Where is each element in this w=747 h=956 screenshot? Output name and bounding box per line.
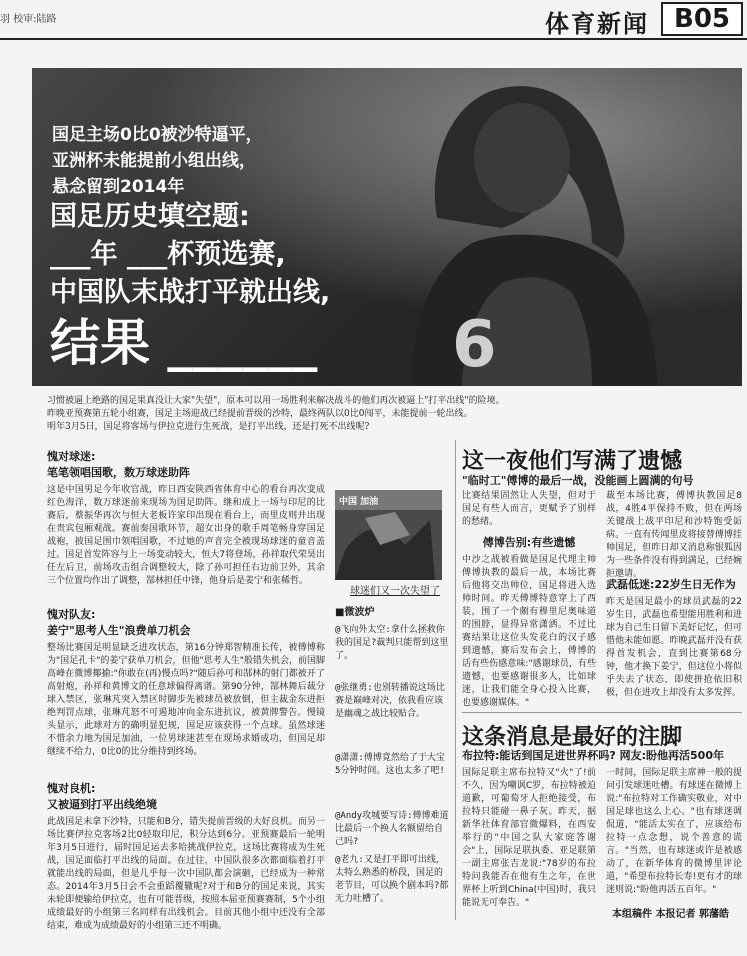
- story-column: [462, 490, 596, 708]
- hero-kicker-line: 悬念留到2014年: [52, 177, 185, 197]
- hero-headline-line: 国足历史填空题:: [50, 201, 250, 232]
- left-column: [47, 448, 325, 956]
- weibo-post: @Andy攻城要写诗:傅博难道比最后一个换人名额留给自己吗?: [335, 811, 449, 847]
- byline: 本组稿件 本报记者 郭藩皓: [612, 909, 729, 920]
- story-subheadline: 布拉特:能话到国足进世界杯吗? 网友:盼他再活500年: [462, 749, 724, 762]
- intro-line: 昨晚亚预赛第五轮小组赛，国足主场迎战已经提前晋级的沙特，最终两队以0比0闯平，未能提前一轮出线。: [47, 409, 473, 419]
- story-column: [606, 767, 742, 903]
- column-divider: [455, 440, 456, 920]
- story-body: 昨天是国足最小的球员武磊的22岁生日，武磊也希望能用胜利和进球为自己生日留下美好记忆，但可惜他未能如愿。昨晚武磊并没有获得首发机会，直到比赛第68分钟，他才换下姜宁，但这位小将似乎失去了状态，即使拼抢依旧积极，但在进攻上却没有太多发挥。: [606, 597, 742, 698]
- story-divider: [462, 712, 742, 713]
- hero-big-title: 结果 ______: [50, 314, 318, 372]
- header-rule: [0, 38, 747, 40]
- story-body: 国际足联主席布拉特又"火"了!前不久，因为嘲讽C罗，布拉特被迫道歉，可葡萄牙人拒绝接受，布拉特只能碰一鼻子灰。昨天，据新华社体育部官微爆料，在西安举行的"中国之队大家庭答谢会"上，国际足联执委、亚足联第一副主席张吉龙说:"78岁的布拉特问我能否在他有生之年，在世界杯上听到China(中国)时，我只能说无可奉告。": [462, 768, 596, 908]
- hero-headline-line: 中国队末战打平就出线,: [50, 277, 331, 308]
- section-body: 整场比赛国足明显缺乏进攻状态，第16分钟郑智精准长传，被傅博称为"国足孔卡"的姜宁获单刀机会，但他"思考人生"般错失机会，前国脚高峰在微博揶揄:"你敢在(再)慢点吗?"随后孙可和郜林的射门都被开了高射炮，孙祥和黄博文的任意球偏得离谱。第90分钟，郜林舞后裁分球入禁区，张琳芃突入禁区时脚步先被球员被放倒，但主裁金东进拒绝判罚点球，张琳芃怒不可遏地冲向金东进抗议，被黄牌警告。慢镜头显示，此球对方的确明显犯规，国足应该获得一个点球。虽然球迷不惜余力地为国足加油，一位男球迷甚至在现场求婚成功，但国足却继续不给力，0比0的比分维持到终场。: [47, 643, 325, 757]
- weibo-post: @张继勇:也别转播说这场比赛是巅峰对决，依我看应该是幽魂之战比较贴合。: [335, 683, 445, 719]
- story-subhead: 傅博告别:有些遗憾: [482, 536, 576, 549]
- photo-caption: 球迷们又一次失望了: [350, 586, 440, 597]
- story-column: [462, 767, 596, 917]
- weibo-title: ■微波炉: [335, 607, 375, 618]
- hero-headline: [50, 198, 330, 312]
- hero-headline-line: ___年 ___杯预选赛,: [50, 239, 286, 270]
- intro-line: 明年3月5日，国足将客场与伊拉克进行生死战，是打平出线，还是打死不出线呢?: [47, 422, 370, 432]
- story-column: [606, 490, 742, 706]
- weibo-post: @飞向外太空:拿什么拯救你我的国足?裁判只能帮到这里了。: [335, 625, 449, 661]
- section-title: 体育新闻: [545, 10, 649, 38]
- story-headline: 这条消息是最好的注脚: [462, 725, 683, 750]
- fans-photo: [335, 490, 442, 580]
- editor-credit: 羽 校审:陆路: [0, 14, 57, 25]
- story-lede: 比赛结果固然让人失望，但对于国足有些人而言，更赋予了别样的愁绪。: [462, 491, 596, 527]
- hero-kicker-line: 国足主场0比0被沙特逼平，: [52, 125, 263, 145]
- section-subheading: 姜宁"思考人生"浪费单刀机会: [47, 624, 191, 637]
- shirt-number: 6: [452, 308, 497, 382]
- weibo-post: @潇潇:傅博竟然给了于大宝5分钟时间。这也太多了吧!: [335, 753, 445, 776]
- hero-photo: [32, 68, 742, 386]
- weibo-post: @老九:又是打平即可出线，太特么熟悉的桥段，国足的老节目，可以换个剧本吗?都无力吐槽了。: [335, 855, 449, 904]
- story-body: 一时间，国际足联主席神一般的提问引发球迷吐槽。有球迷在微博上说:"布拉特对工作确实敬业，对中国足球也这么上心。"也有球迷调侃道，"能活太实在了，应该给布拉特一点念想，说个善意的谎言。"当然，也有球迷或许是被感动了，在新华体育的微博里评论道，"希望布拉特长寿!更有才的球迷则说:"盼他再活五百年。": [606, 768, 742, 895]
- section-heading: 愧对良机:: [47, 782, 96, 795]
- section-subheading: 笔笔领唱国歌，数万球迷助阵: [47, 466, 190, 479]
- hero-kicker-line: 亚洲杯未能提前小组出线，: [52, 151, 256, 171]
- section-heading: 愧对球迷:: [47, 450, 96, 463]
- story-headline: 这一夜他们写满了遗憾: [462, 449, 683, 474]
- hero-kicker: [52, 122, 263, 200]
- section-subheading: 又被逼到打平出线绝境: [47, 798, 157, 811]
- weibo-column: [335, 603, 450, 924]
- story-subhead: 武磊低迷:22岁生日无作为: [606, 578, 736, 591]
- story-body: 中沙之战被看做是国足代理主帅傅博执教的最后一战，本场比赛后他将交出帅位，国足将进入选帅时间。昨天傅博特意穿上了西装，围了一个颇有穆里尼奥味道的围脖，显得异常潇洒。不过比赛结果让这位头发花白的汉子感到遗憾，赛后发布会上，傅博的话有些伤感意味:"感谢球员，有些遗憾，也要感谢很多人，比如球迷，让我们能全身心投入比赛，也要感谢媒体。": [462, 555, 596, 708]
- intro-line: 习惯被逼上绝路的国足果真没让大家"失望"，原本可以用一场胜利来解决战斗的他们再次被逼上"打平出线"的险境。: [47, 396, 505, 406]
- page-number: B05: [661, 2, 743, 36]
- story-body: 裁至本场比赛，傅博执教国足8战，4胜4平保持不败，但在两场关键战上战平印尼和沙特饱受诟病。一直有传闻里皮将接替傅博挂帅国足，但昨日却又消息称银狐因为一些条件没有得到满足，已经婉拒邀请。: [606, 491, 742, 579]
- section-body: 此战国足未拿下沙特，只能和B分，错失提前晋级的大好良机。而另一场比赛伊拉克客场2比0轻取印尼，积分达到6分。亚预赛最后一轮明年3月5日进行，届时国足运去多哈挑战伊拉克，这场比赛将成为生死战，国足面临打平出线的局面。在过往，中国队很多次都面临着打平就能出线的局面，但是几乎每一次中国队都会演砸，已经成为一种常态。2014年3月5日会不会重蹈覆辙呢?对于和B分的国足来说，其实未轮即便输给伊拉克，也有可能晋级，按照本届亚预赛赛制，5个小组成绩最好的小组第三名同样有出线机会。目前其他小组中还没有全部结束，难成为成绩最好的小组第三还不明确。: [47, 817, 325, 931]
- section-heading: 愧对队友:: [47, 608, 96, 621]
- banner-text: 中国 加油: [339, 497, 379, 507]
- story-subheadline: "临时工"傅博的最后一战，没能画上圆满的句号: [462, 474, 694, 487]
- section-body: 这是中国男足今年收官战，昨日西安陕西省体育中心的看台再次变成红色海洋，数万球迷前来现场为国足助阵。继和成上一场与印尼的比赛后，蔡振华再次与恒大老板许家印出现在看台上，而里皮则并出现在贵宾包厢观战。赛前奏国歌环节，超女出身的歌手周笔畅身穿国足战袍，披国足围巾领唱国歌，不过她的声音完全被现场球迷的童音盖过。国足首发阵容与上一场变动较大，恒大7将登场，孙祥取代荣昊出任左后卫，前场攻击组合调整较大，除了孙可担任右边前卫外，其余三个位置均作出了调整，郜林担任中锋，他身后是姜宁和张稀哲。: [47, 485, 325, 586]
